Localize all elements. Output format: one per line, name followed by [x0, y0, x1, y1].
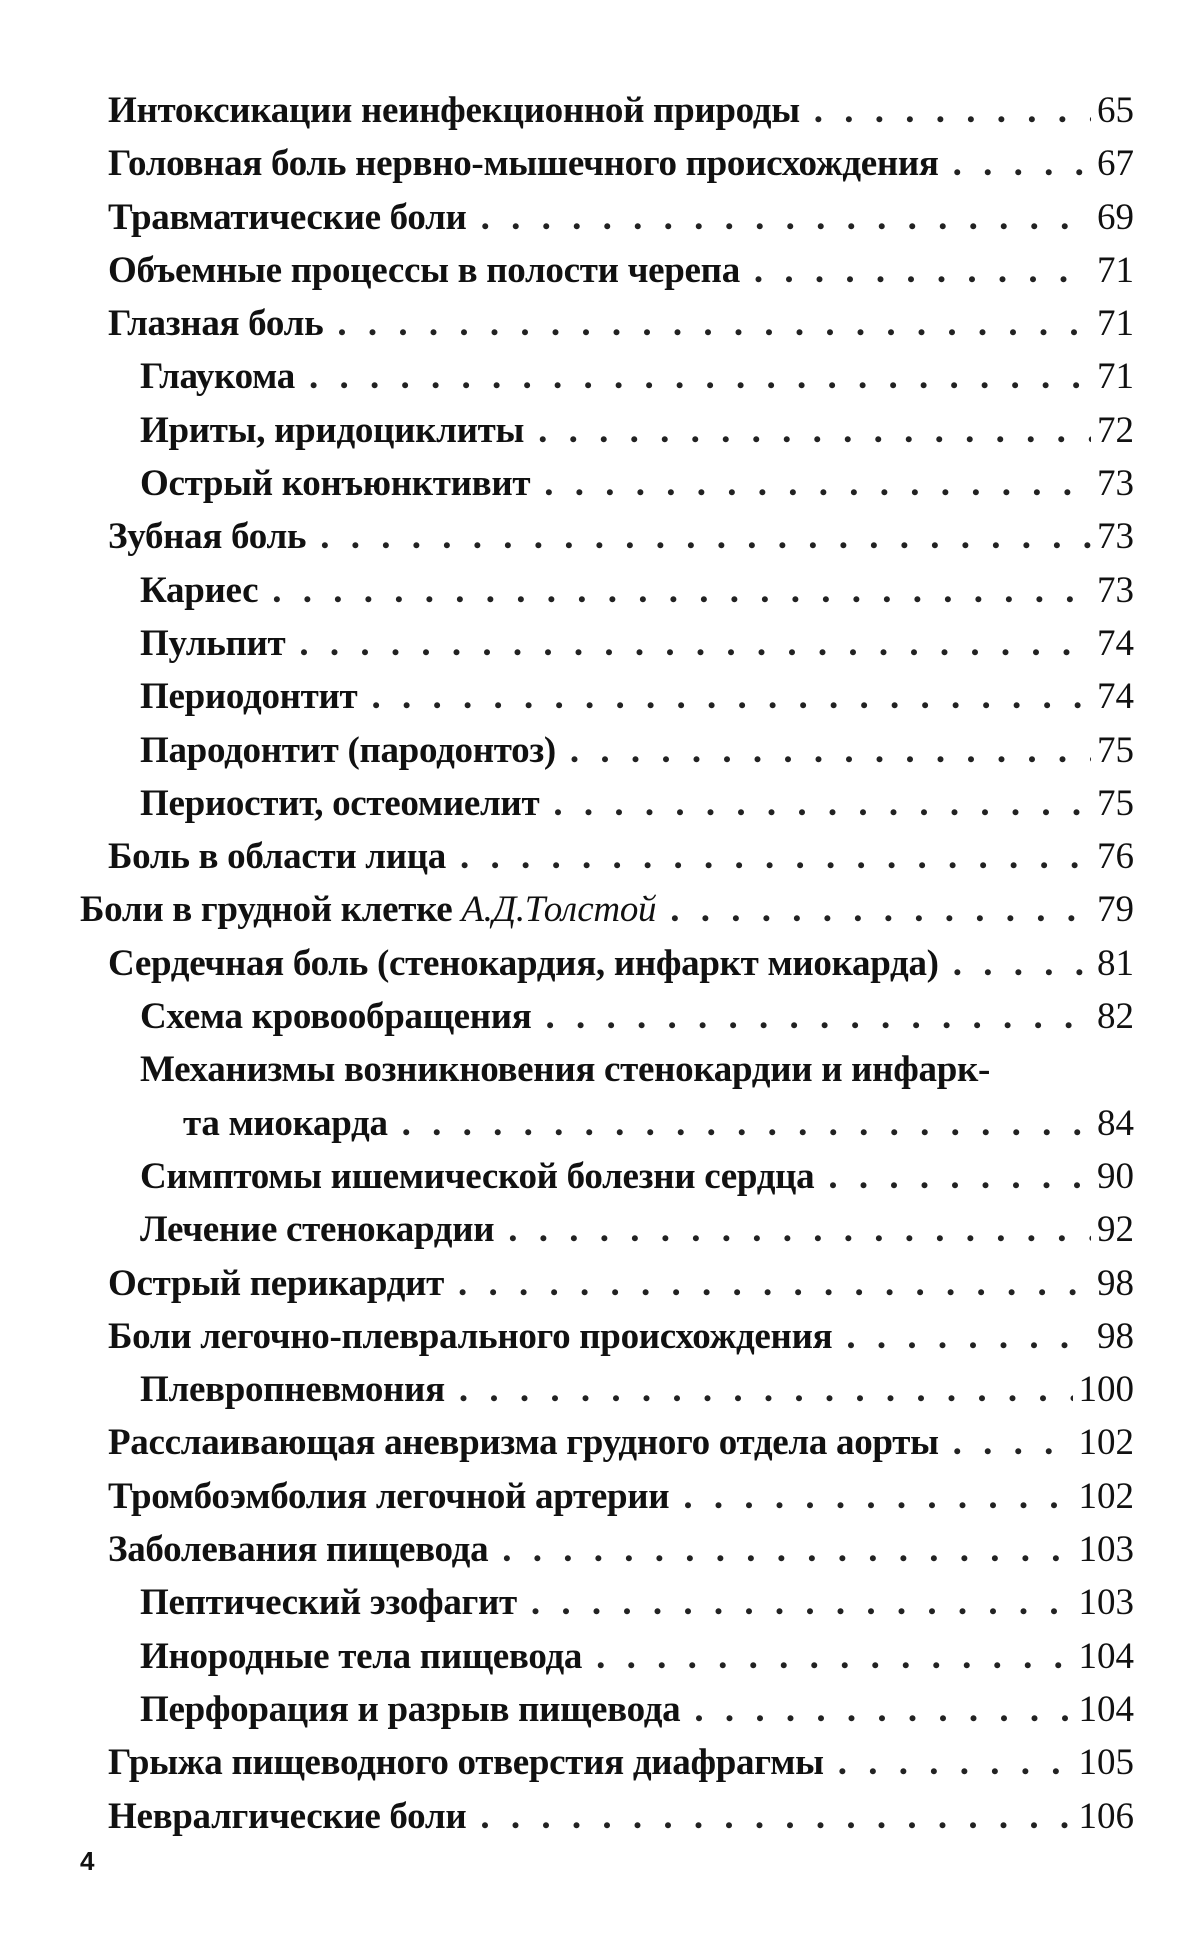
toc-entry: [0, 350, 1200, 403]
toc-entry: [0, 297, 1200, 350]
toc-entry-page: 84: [1097, 1102, 1134, 1144]
toc-entry-page: 75: [1097, 729, 1134, 771]
leader-dots: [683, 1470, 1072, 1523]
toc-entry-page: 104: [1078, 1635, 1134, 1677]
toc-entry-page: 75: [1097, 782, 1134, 824]
toc-entry-title: Травматические боли: [108, 196, 467, 238]
toc-entry-page: 73: [1097, 569, 1134, 611]
toc-entry-title: Острый перикардит: [108, 1262, 444, 1304]
toc-entry: [0, 1416, 1200, 1469]
toc-entry: [0, 1150, 1200, 1203]
toc-entry-title-continuation: та миокарда: [183, 1102, 388, 1144]
table-of-contents: [0, 84, 1200, 1843]
toc-entry: [0, 990, 1200, 1043]
leader-dots: [272, 564, 1091, 617]
toc-entry-page: 98: [1097, 1262, 1134, 1304]
leader-dots: [309, 350, 1091, 403]
leader-dots: [459, 1363, 1073, 1416]
toc-entry-title: Плевропневмония: [140, 1369, 445, 1411]
toc-entry-page: 76: [1097, 836, 1134, 878]
toc-entry-page: 74: [1097, 622, 1134, 664]
toc-entry: [0, 1523, 1200, 1576]
toc-entry-page: 81: [1097, 942, 1134, 984]
toc-entry-title: Острый конъюнктивит: [140, 463, 531, 505]
toc-entry: [0, 404, 1200, 457]
leader-dots: [838, 1736, 1073, 1789]
leader-dots: [502, 1523, 1072, 1576]
toc-entry: [0, 244, 1200, 297]
toc-entry: [0, 1790, 1200, 1843]
toc-entry-page: 72: [1097, 409, 1134, 451]
toc-entry-title: Кариес: [140, 569, 259, 611]
toc-entry: [0, 1683, 1200, 1736]
toc-entry-page: 71: [1097, 249, 1134, 291]
leader-dots: [320, 510, 1091, 563]
toc-entry-title: Заболевания пищевода: [108, 1529, 489, 1571]
leader-dots: [508, 1203, 1091, 1256]
toc-entry: [0, 564, 1200, 617]
toc-entry: [0, 1736, 1200, 1789]
leader-dots: [570, 724, 1091, 777]
leader-dots: [546, 990, 1091, 1043]
leader-dots: [460, 830, 1091, 883]
toc-entry-title: Глаукома: [140, 356, 295, 398]
page-number: 4: [80, 1846, 95, 1876]
toc-entry: [0, 1257, 1200, 1310]
toc-entry-title: Зубная боль: [108, 516, 307, 558]
toc-entry: [0, 830, 1200, 883]
leader-dots: [531, 1576, 1073, 1629]
leader-dots: [953, 1416, 1073, 1469]
toc-entry-title: Пародонтит (пародонтоз): [140, 729, 556, 771]
toc-entry: [0, 191, 1200, 244]
toc-entry-page: 103: [1078, 1582, 1134, 1624]
toc-entry: [0, 510, 1200, 563]
leader-dots: [828, 1150, 1091, 1203]
leader-dots: [596, 1630, 1072, 1683]
toc-entry-title: Невралгические боли: [108, 1795, 467, 1837]
toc-entry-title: Периодонтит: [140, 676, 358, 718]
toc-entry: [0, 1043, 1200, 1150]
toc-entry-title: Ириты, иридоциклиты: [140, 409, 525, 451]
toc-entry: [0, 937, 1200, 990]
leader-dots: [814, 84, 1091, 137]
toc-entry-title: Боли легочно-плеврального происхождения: [108, 1315, 833, 1357]
toc-entry: [0, 1203, 1200, 1256]
toc-entry: [0, 457, 1200, 510]
toc-entry-page: 69: [1097, 196, 1134, 238]
toc-entry: [0, 724, 1200, 777]
toc-entry-title: Тромбоэмболия легочной артерии: [108, 1475, 670, 1517]
toc-entry-page: 71: [1097, 303, 1134, 345]
leader-dots: [553, 777, 1091, 830]
toc-entry-title: Боли в грудной клетке: [80, 889, 453, 931]
toc-entry-page: 103: [1078, 1529, 1134, 1571]
toc-entry-page: 102: [1078, 1475, 1134, 1517]
toc-entry-page: 92: [1097, 1209, 1134, 1251]
toc-entry-page: 73: [1097, 516, 1134, 558]
toc-entry-author: А.Д.Толстой: [461, 889, 657, 931]
toc-entry-title: Боль в области лица: [108, 836, 446, 878]
toc-entry: [0, 1630, 1200, 1683]
toc-entry-page: 74: [1097, 676, 1134, 718]
leader-dots: [481, 191, 1091, 244]
leader-dots: [538, 404, 1091, 457]
toc-entry-title: Объемные процессы в полости черепа: [108, 249, 740, 291]
toc-entry-page: 105: [1078, 1742, 1134, 1784]
toc-entry: [0, 84, 1200, 137]
leader-dots: [694, 1683, 1072, 1736]
leader-dots: [337, 297, 1091, 350]
toc-entry-page: 100: [1078, 1369, 1134, 1411]
toc-entry: [0, 883, 1200, 936]
toc-entry-title: Схема кровообращения: [140, 996, 532, 1038]
toc-entry-title: Периостит, остеомиелит: [140, 782, 540, 824]
leader-dots: [953, 137, 1091, 190]
leader-dots: [458, 1257, 1091, 1310]
toc-entry: [0, 1576, 1200, 1629]
toc-entry-page: 73: [1097, 463, 1134, 505]
leader-dots: [480, 1790, 1072, 1843]
toc-entry: [0, 1470, 1200, 1523]
toc-entry-page: 79: [1097, 889, 1134, 931]
toc-entry-page: 71: [1097, 356, 1134, 398]
toc-entry-page: 90: [1097, 1155, 1134, 1197]
toc-entry-page: 106: [1078, 1795, 1134, 1837]
toc-entry-title: Глазная боль: [108, 303, 324, 345]
toc-entry-title: Лечение стенокардии: [140, 1209, 495, 1251]
toc-entry-title: Головная боль нервно-мышечного происхождения: [108, 143, 939, 185]
leader-dots: [846, 1310, 1091, 1363]
toc-entry-title: Сердечная боль (стенокардия, инфаркт миокарда): [108, 942, 939, 984]
leader-dots: [670, 883, 1091, 936]
toc-entry-page: 102: [1078, 1422, 1134, 1464]
toc-entry-title: Интоксикации неинфекционной природы: [108, 90, 800, 131]
toc-entry-title: Пульпит: [140, 622, 286, 664]
leader-dots: [953, 937, 1091, 990]
toc-entry-page: 98: [1097, 1315, 1134, 1357]
toc-entry-title: Расслаивающая аневризма грудного отдела аорты: [108, 1422, 939, 1464]
toc-entry-title: Симптомы ишемической болезни сердца: [140, 1155, 815, 1197]
toc-entry-title: Пептический эзофагит: [140, 1582, 517, 1624]
toc-entry: [0, 137, 1200, 190]
toc-entry-page: 65: [1097, 90, 1134, 131]
toc-entry-title: Инородные тела пищевода: [140, 1635, 583, 1677]
toc-entry: [0, 777, 1200, 830]
toc-entry-title: Механизмы возникновения стенокардии и инфарк-: [140, 1049, 991, 1091]
toc-entry: [0, 1363, 1200, 1416]
toc-entry-title: Грыжа пищеводного отверстия диафрагмы: [108, 1742, 824, 1784]
leader-dots: [544, 457, 1091, 510]
leader-dots: [299, 617, 1091, 670]
toc-entry: [0, 670, 1200, 723]
toc-entry: [0, 1310, 1200, 1363]
toc-entry-page: 67: [1097, 143, 1134, 185]
leader-dots: [754, 244, 1091, 297]
toc-entry: [0, 617, 1200, 670]
toc-entry-title: Перфорация и разрыв пищевода: [140, 1688, 681, 1730]
leader-dots: [402, 1097, 1091, 1150]
leader-dots: [371, 670, 1091, 723]
toc-entry-page: 104: [1078, 1688, 1134, 1730]
toc-entry-page: 82: [1097, 996, 1134, 1038]
